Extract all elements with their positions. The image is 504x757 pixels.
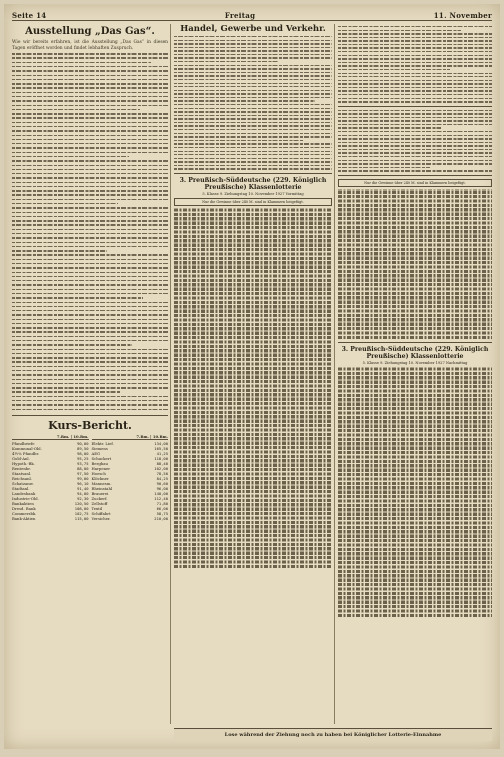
text-line (338, 73, 492, 74)
divider (338, 175, 492, 176)
text-line (12, 173, 168, 174)
stock-name: Zellstoff (91, 500, 108, 506)
text-line (338, 90, 492, 91)
text-line (12, 263, 168, 264)
column-rule (170, 24, 171, 724)
stock-value: 94,00 (77, 490, 89, 496)
text-line (12, 87, 168, 88)
text-line (12, 126, 168, 127)
stock-name: Klöckner (91, 475, 109, 481)
text-line (338, 135, 492, 136)
stock-value: 71,80 (156, 500, 168, 506)
text-line (12, 250, 107, 251)
stock-value: 96,00 (156, 485, 168, 491)
stock-value: 90,00 (77, 440, 89, 446)
stock-name: 4½% Pfandbr. (12, 450, 40, 456)
lottery-number-table-lower (338, 367, 492, 617)
text-line (12, 370, 168, 371)
text-line (12, 92, 168, 93)
text-line (12, 396, 168, 397)
text-line (12, 53, 168, 54)
column-rule (334, 24, 335, 724)
stock-name: Staatsanl. (12, 470, 32, 476)
text-line (338, 83, 492, 84)
text-line (12, 220, 168, 221)
text-line (12, 139, 168, 140)
text-line (338, 110, 492, 111)
stock-value: 97,50 (77, 470, 89, 476)
stock-value: 99,00 (77, 475, 89, 481)
text-line (174, 72, 332, 73)
text-line (338, 33, 492, 34)
text-line (12, 237, 168, 238)
text-line (12, 284, 168, 285)
text-line (12, 199, 168, 200)
stock-name: Stadtanl. (12, 485, 30, 491)
stock-value: 115,00 (74, 515, 89, 521)
stock-value: 102,00 (154, 465, 168, 471)
stock-name: Rentenbr. (12, 465, 31, 471)
stock-value: 93,75 (77, 460, 89, 466)
right-article-body-2 (338, 110, 492, 172)
stock-name: Industrie-Obl. (12, 495, 39, 501)
text-line (12, 66, 168, 67)
stock-value: 118,00 (154, 455, 168, 461)
text-line (338, 142, 492, 143)
text-line (174, 40, 332, 41)
text-line (12, 190, 168, 191)
text-line (12, 272, 168, 273)
stock-name: Bank-Aktien (12, 515, 36, 521)
text-line (338, 76, 492, 77)
page-number: Seite 14 (12, 10, 47, 20)
stock-value: 78,50 (156, 470, 168, 476)
text-line (174, 104, 332, 105)
text-line (12, 117, 168, 118)
text-line (12, 366, 168, 367)
text-line (12, 169, 168, 170)
text-line (174, 90, 332, 91)
stock-value: 108,00 (74, 505, 89, 511)
divider (338, 342, 492, 343)
stock-value: 66,00 (156, 505, 168, 511)
stock-row (12, 516, 89, 521)
text-line (12, 135, 168, 136)
stock-value: 90,60 (156, 480, 168, 486)
text-line (12, 130, 168, 131)
text-line (174, 54, 332, 55)
stock-name: Harpener (91, 465, 111, 471)
stock-row (92, 516, 169, 521)
text-line (12, 349, 168, 350)
text-line (338, 44, 492, 45)
commerce-article-body (174, 36, 332, 170)
lottery-notice-box: Nur die Gewinne über 240 M. sind in Klammern beigefügt. (174, 198, 332, 206)
stock-name: Schuckert (91, 455, 112, 461)
lottery-title-afternoon: 3. Preußisch-Süddeutsche (229. Königlich Preußische) Klassenlotterie (341, 345, 489, 360)
stock-value: 134,00 (154, 440, 168, 446)
text-line (338, 163, 492, 164)
text-line (12, 212, 168, 213)
text-line (174, 143, 332, 144)
stock-value: 88,00 (77, 465, 89, 471)
stock-value: 88,40 (156, 460, 168, 466)
text-line (12, 122, 168, 123)
text-line (12, 224, 168, 225)
text-line (338, 117, 492, 118)
text-line (338, 113, 492, 114)
text-line (12, 391, 121, 392)
stock-value: 140,00 (154, 490, 168, 496)
text-line (338, 87, 492, 88)
text-line (174, 83, 332, 84)
text-line (12, 289, 168, 290)
text-line (12, 276, 168, 277)
text-line (338, 94, 492, 95)
text-line (12, 177, 168, 178)
text-line (12, 302, 168, 303)
text-line (12, 306, 168, 307)
text-line (12, 233, 168, 234)
stock-name: Pfandbriefe (12, 440, 35, 446)
stock-value: 102,75 (74, 510, 89, 516)
stock-name: Elektr. Lief. (91, 440, 114, 446)
text-line (12, 186, 168, 187)
text-line (174, 115, 332, 116)
text-line (174, 129, 332, 130)
text-line (174, 68, 332, 69)
stock-report-title: Kurs-Bericht. (12, 415, 168, 432)
text-line (12, 293, 168, 294)
text-line (338, 145, 492, 146)
stock-name: Hypoth.-Bk. (12, 460, 35, 466)
text-line (12, 314, 168, 315)
stock-name: Commerzbk. (12, 510, 37, 516)
text-line (12, 143, 168, 144)
text-line (174, 36, 332, 37)
text-line (12, 319, 168, 320)
text-line (12, 165, 168, 166)
text-line (12, 280, 168, 281)
text-line (174, 61, 278, 62)
text-line (12, 357, 168, 358)
text-line (174, 122, 332, 123)
text-line (338, 167, 430, 168)
text-line (12, 182, 168, 183)
text-line (338, 30, 461, 31)
text-line (338, 101, 492, 102)
text-line (12, 344, 132, 345)
stock-column-header: 7.Rm. | 10.Rm. (92, 434, 169, 440)
stock-value: 210,00 (154, 515, 168, 521)
text-line (174, 47, 332, 48)
text-line (12, 327, 168, 328)
text-line (174, 125, 332, 126)
text-line (12, 207, 168, 208)
stock-name: Gold-Anl. (12, 455, 30, 461)
text-line (12, 409, 168, 410)
text-line (12, 374, 168, 375)
stock-name: AEG (91, 450, 101, 456)
text-line (12, 113, 168, 114)
text-line (174, 108, 332, 109)
text-line (338, 149, 492, 150)
column-middle (174, 24, 332, 724)
text-line (338, 37, 492, 38)
text-line (12, 156, 129, 157)
stock-name: Brauerei (91, 490, 109, 496)
text-line (338, 69, 450, 70)
text-line (174, 75, 332, 76)
text-line (174, 158, 332, 159)
text-line (174, 65, 332, 66)
text-line (174, 133, 332, 134)
text-line (338, 170, 492, 171)
stock-name: Kommunal-Obl. (12, 445, 42, 451)
text-line (338, 58, 492, 59)
text-line (338, 131, 492, 132)
stock-value: 165,50 (154, 445, 168, 451)
text-line (338, 65, 492, 66)
stock-value: 89,50 (77, 445, 89, 451)
text-line (174, 118, 332, 119)
text-line (174, 154, 332, 155)
page-header (12, 10, 492, 21)
stock-value: 91,40 (77, 485, 89, 491)
text-line (174, 43, 332, 44)
text-line (174, 136, 332, 137)
text-line (12, 340, 168, 341)
lottery-notice-box-upper: Nur die Gewinne über 240 M. sind in Klammern beigefügt. (338, 179, 492, 187)
text-line (174, 100, 315, 101)
article-intro: Wie wir bereits erfahren, ist die Ausstellung „Das Gas“ in diesen Tagen eröffnet worden und findet lebhaften Zuspruch. (12, 40, 168, 51)
stock-column-left (12, 434, 89, 521)
text-line (338, 51, 492, 52)
text-line (12, 353, 168, 354)
text-line (174, 140, 304, 141)
section-title-commerce: Handel, Gewerbe und Verkehr. (180, 24, 326, 34)
text-line (12, 323, 168, 324)
text-line (12, 79, 168, 80)
lottery-footer-notice: Lose während der Ziehung noch zu haben bei Königlicher Lotterie-Einnahme (174, 728, 492, 741)
text-line (338, 124, 492, 125)
text-line (174, 111, 332, 112)
stock-name: Textil (91, 505, 103, 511)
text-line (174, 165, 332, 166)
text-line (12, 194, 168, 195)
text-line (12, 147, 168, 148)
text-line (12, 203, 118, 204)
text-line (338, 120, 492, 121)
text-line (12, 100, 168, 101)
text-line (12, 310, 168, 311)
text-line (338, 80, 492, 81)
text-line (12, 160, 168, 161)
stock-name: Versicher. (91, 515, 111, 521)
text-line (12, 216, 168, 217)
text-line (12, 400, 168, 401)
divider (174, 173, 332, 174)
text-line (338, 62, 492, 63)
lottery-number-table-upper (338, 189, 492, 339)
text-line (12, 96, 168, 97)
text-line (338, 160, 492, 161)
stock-name: Bankaktien (12, 500, 34, 506)
text-line (12, 62, 151, 63)
text-line (12, 242, 168, 243)
text-line (12, 259, 168, 260)
text-line (338, 152, 492, 153)
stock-value: 112,40 (154, 495, 168, 501)
stock-report-table (12, 434, 168, 521)
text-line (174, 147, 332, 148)
stock-name: Hoesch (91, 470, 106, 476)
stock-value: 58,75 (156, 510, 168, 516)
text-line (338, 127, 441, 128)
text-line (12, 70, 168, 71)
lottery-subtitle-morning: 5. Klasse 9. Ziehungstag 10. November 1927 Vormittag (202, 191, 304, 196)
stock-value: 120,50 (74, 500, 89, 506)
stock-name: Mannesm. (91, 480, 112, 486)
right-article-body (338, 26, 492, 103)
text-line (12, 83, 168, 84)
text-line (12, 105, 168, 106)
issue-date: 11. November (433, 10, 492, 20)
newspaper-page (4, 4, 500, 749)
text-line (174, 168, 332, 169)
stock-value: 84,25 (156, 475, 168, 481)
stock-value: 96,10 (77, 480, 89, 486)
article-body (12, 53, 168, 410)
text-line (12, 297, 143, 298)
divider (338, 106, 492, 107)
text-line (12, 379, 168, 380)
text-line (12, 383, 168, 384)
stock-name: Landesbank (12, 490, 36, 496)
stock-name: Schatzanw. (12, 480, 34, 486)
text-line (12, 404, 168, 405)
stock-value: 98,00 (77, 450, 89, 456)
stock-name: Reichsanl. (12, 475, 32, 481)
text-line (174, 50, 332, 51)
stock-value: 95,25 (77, 455, 89, 461)
text-line (12, 75, 168, 76)
text-line (12, 109, 140, 110)
text-line (12, 331, 168, 332)
text-line (12, 336, 168, 337)
stock-name: Schiffahrt (91, 510, 111, 516)
article-title-exhibition: Ausstellung „Das Gas“. (25, 26, 155, 37)
text-line (174, 151, 332, 152)
weekday: Freitag (224, 10, 256, 20)
text-line (338, 98, 492, 99)
column-right (338, 24, 492, 724)
text-line (338, 47, 492, 48)
text-line (174, 97, 332, 98)
column-left (12, 24, 168, 724)
stock-name: Dresd. Bank (12, 505, 36, 511)
stock-name: Rheinstahl (91, 485, 113, 491)
text-line (12, 229, 168, 230)
text-line (174, 93, 332, 94)
text-line (174, 86, 332, 87)
lottery-number-table (174, 208, 332, 568)
text-line (338, 55, 492, 56)
text-line (338, 138, 492, 139)
text-line (338, 26, 492, 27)
lottery-title-morning: 3. Preußisch-Süddeutsche (229. Königlich Preußische) Klassenlotterie (179, 176, 327, 191)
text-line (12, 246, 168, 247)
stock-value: 41,25 (156, 450, 168, 456)
text-line (338, 40, 492, 41)
text-line (174, 79, 332, 80)
stock-name: Bergbau (91, 460, 108, 466)
text-line (12, 267, 168, 268)
text-line (12, 254, 168, 255)
text-line (12, 57, 168, 58)
text-line (12, 152, 168, 153)
text-line (174, 57, 332, 58)
stock-name: Zuckerf. (91, 495, 108, 501)
text-line (338, 156, 492, 157)
text-line (12, 361, 168, 362)
lottery-subtitle-afternoon: 5. Klasse 9. Ziehungstag 10. November 1927 Nachmittag (362, 360, 468, 365)
stock-value: 92,30 (77, 495, 89, 501)
text-line (12, 387, 168, 388)
stock-column-right (92, 434, 169, 521)
stock-name: Siemens (91, 445, 108, 451)
text-line (174, 161, 332, 162)
stock-column-header: 7.Rm. | 10.Rm. (12, 434, 89, 440)
